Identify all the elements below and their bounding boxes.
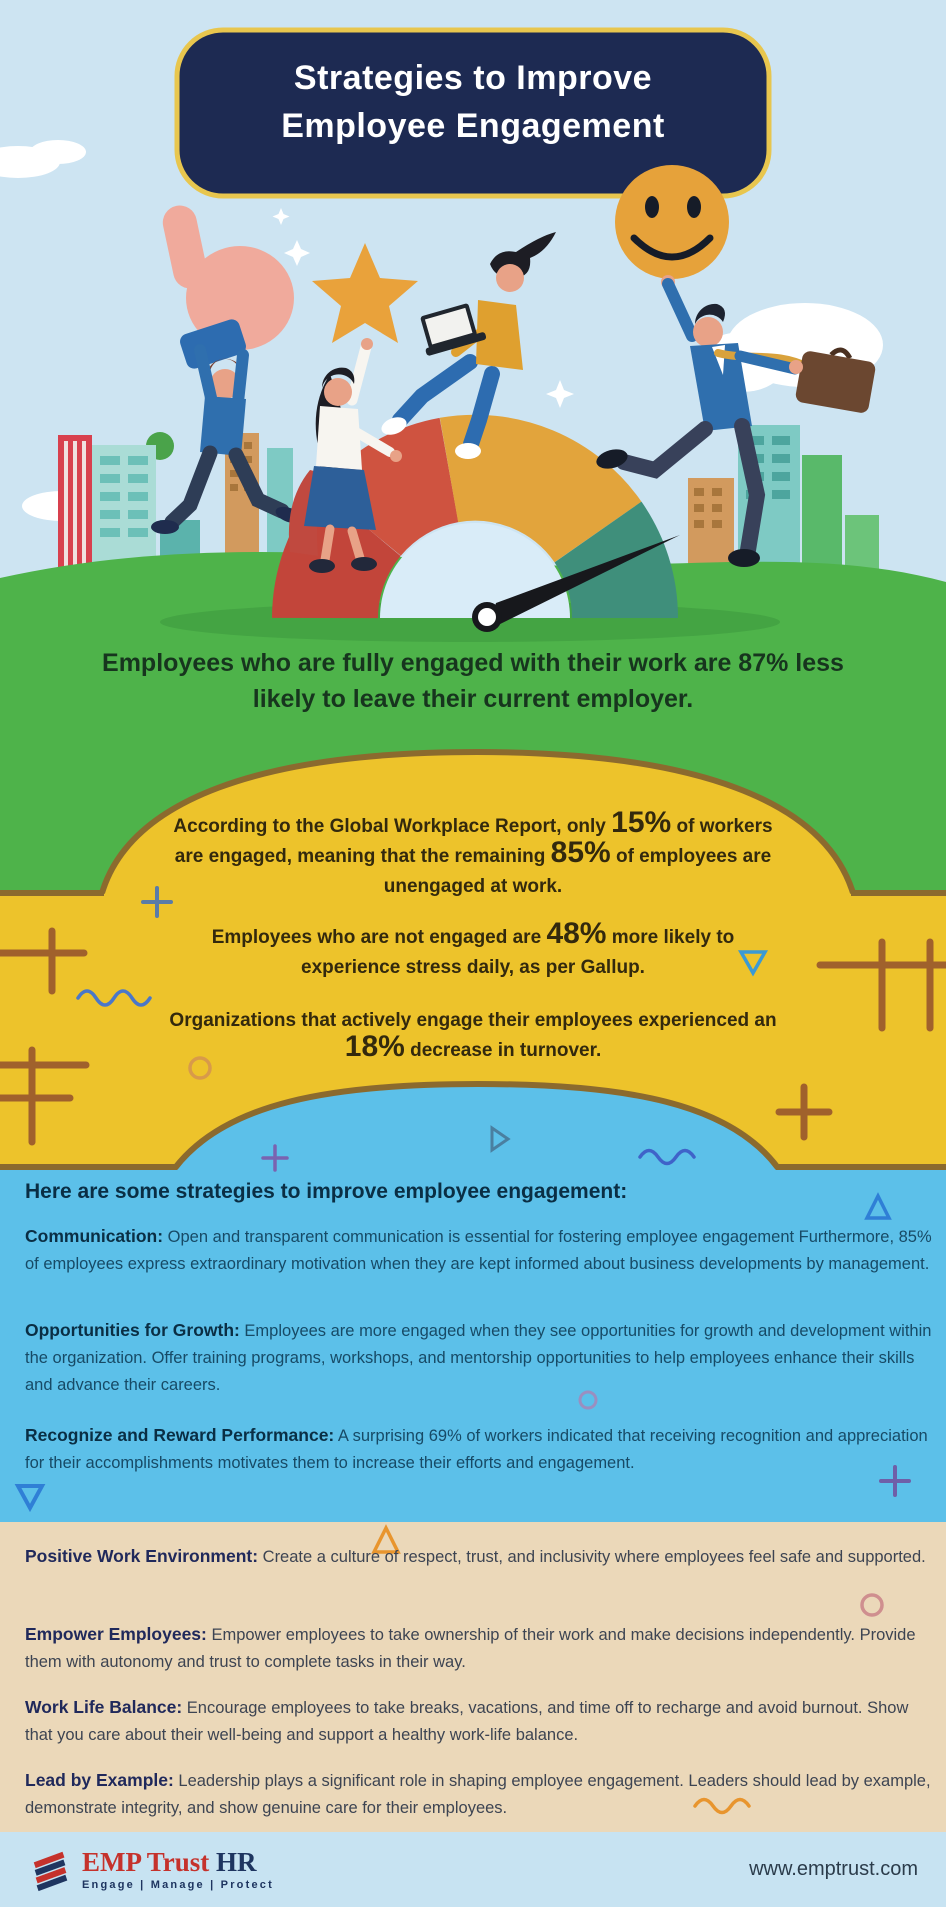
strategy-work-life-balance (25, 1693, 937, 1749)
strategy-text: Employees are more engaged when they see opportunities for growth and development within the organization. Offer training programs, workshops, and mentorship opportunities to help employees enhance their skills and advance their careers. (25, 1322, 932, 1395)
website-text: www.emptrust.com (749, 1858, 918, 1880)
stat-percent: 18% (344, 1030, 405, 1063)
strategy-text: Open and transparent communication is essential for fostering employee engagement Furthermore, 85% of employees express extraordinary motivation when they are kept informed about business developments by management. (25, 1228, 932, 1274)
footer (0, 1832, 946, 1907)
strategy-label: Empower Employees: (25, 1624, 207, 1644)
stat-percent: 85% (550, 836, 611, 869)
brand-tagline: Engage | Manage | Protect (82, 1878, 274, 1891)
strategy-empower (25, 1620, 937, 1676)
emptrust-logo (28, 1847, 274, 1893)
stat-percent: 15% (611, 806, 672, 839)
strategy-text: Encourage employees to take breaks, vacations, and time off to recharge and avoid burnout. Show that you care about their well-being and support a healthy work-life balance. (25, 1699, 909, 1745)
stat-turnover: Organizations that actively engage their employees experienced an 18% decrease in turnover. (169, 1010, 777, 1063)
hero-statement: Employees who are fully engaged with their work are 87% less likely to leave their current employer. (102, 649, 844, 713)
strategy-positive-environment (25, 1542, 937, 1571)
poster-title-line1: Strategies to Improve (293, 59, 653, 97)
strategy-text: Leadership plays a significant role in shaping employee engagement. Leaders should lead by example, demonstrate integrity, and show genuine care for their employees. (25, 1772, 931, 1818)
smiley-icon (615, 165, 729, 279)
strategies-heading: Here are some strategies to improve employee engagement: (25, 1180, 628, 1203)
strategy-label: Opportunities for Growth: (25, 1320, 240, 1340)
stat-stress: Employees who are not engaged are 48% more likely to experience stress daily, as per Gallup. (211, 917, 735, 978)
strategy-lead-by-example (25, 1766, 937, 1822)
brand-name (82, 1848, 274, 1876)
stat-percent: 48% (546, 917, 607, 950)
brand-emp-trust: EMP Trust (82, 1847, 210, 1878)
stat-engagement-rate: According to the Global Workplace Report, only 15% of workers are engaged, meaning that the remaining 85% of employees are unengaged at work. (173, 806, 773, 897)
strategy-label: Work Life Balance: (25, 1697, 183, 1717)
poster-title-line2: Employee Engagement (281, 107, 665, 146)
strategy-text: Create a culture of respect, trust, and inclusivity where employees feel safe and supported. (258, 1548, 926, 1566)
engagement-gauge (325, 468, 625, 618)
strategy-label: Recognize and Reward Performance: (25, 1425, 335, 1445)
strategy-communication (25, 1222, 937, 1278)
poster-title (177, 54, 769, 151)
emptrust-logo-icon (28, 1847, 74, 1893)
strategy-recognition (25, 1421, 937, 1477)
strategy-label: Lead by Example: (25, 1770, 174, 1790)
strategy-text: A surprising 69% of workers indicated that receiving recognition and appreciation for their accomplishments motivates them to increase their efforts and engagement. (25, 1427, 928, 1473)
brand-hr: HR (209, 1847, 257, 1878)
strategy-label: Communication: (25, 1226, 164, 1246)
strategy-growth (25, 1316, 937, 1399)
strategy-label: Positive Work Environment: (25, 1546, 259, 1566)
strategy-text: Empower employees to take ownership of their work and make decisions independently. Provide them with autonomy and trust to complete tasks in their way. (25, 1626, 916, 1672)
